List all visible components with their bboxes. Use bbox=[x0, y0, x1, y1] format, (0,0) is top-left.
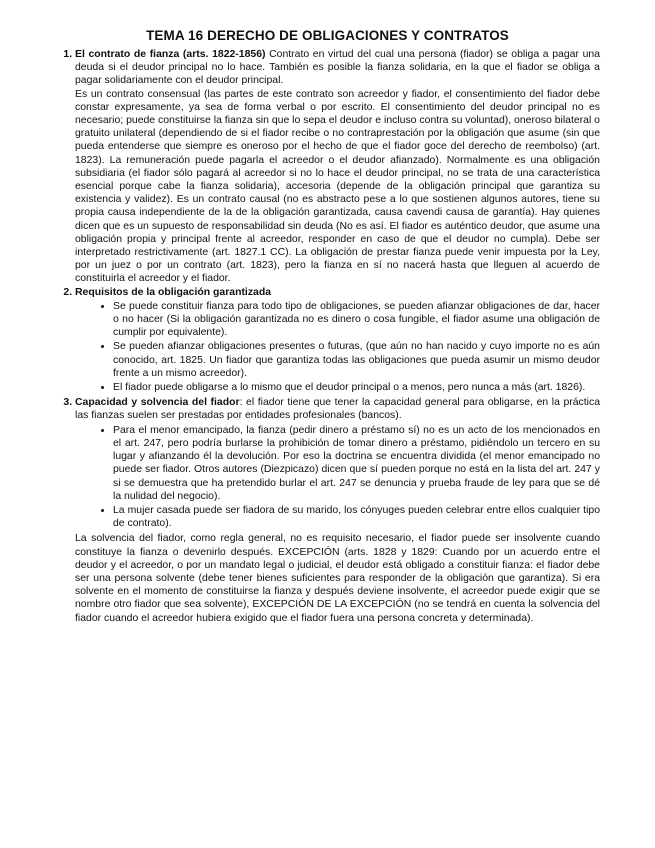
bullet-item: • Para el menor emancipado, la fianza (pedir dinero a préstamo sí) no es un acto de los mencionados en el art. 247, pero podría burlarse la prohibición de tomar dinero a préstamo, pidiéndolo un tercero en su lugar y afianzando él la devolución. Por eso la doctrina se encuentra dividida (el menor emancipado no puede ser fiador. Otros autores (Diezpicazo) dicen que sí pueden porque no está en la lista del art. 247 y si se demuestra que ha pretendido burlar el art. 247 se denuncia y prueba fraude de ley para que se dé la nulidad del negocio). bbox=[113, 424, 600, 503]
bullet-item: • Se puede constituir fianza para todo tipo de obligaciones, se pueden afianzar obligaciones de dar, hacer o no hacer (Si la obligación garantizada no es dinero o cosa fungible, el fiador asume una obligación de cumplir por equivalente). bbox=[113, 300, 600, 340]
section-heading: Capacidad y solvencia del fiador bbox=[75, 397, 240, 409]
section-requisitos bbox=[75, 286, 600, 395]
page-title: TEMA 16 DERECHO DE OBLIGACIONES Y CONTRATOS bbox=[146, 28, 509, 43]
bullet-list bbox=[75, 300, 600, 394]
section-heading: Requisitos de la obligación garantizada bbox=[75, 286, 272, 298]
bullet-item: • El fiador puede obligarse a lo mismo que el deudor principal o a menos, pero nunca a más (art. 1826). bbox=[113, 381, 600, 394]
section-paragraph: La solvencia del fiador, como regla general, no es requisito necesario, el fiador puede ser insolvente cuando constituye la fianza o devenirlo después. EXCEPCIÓN (arts. 1828 y 1829: Cuando por un acuerdo entre el deudor y el acreedor, o por un mandato legal o judicial, el deudor está obligado a constituir fianza: el fiador debe ser una persona solvente (debe tener bienes suficientes para responder de la obligación que garantiza). Si era solvente en el momento de constituirse la fianza y después deviene insolvente, el acreedor puede exigir que se nombre otro fiador que sea solvente), EXCEPCIÓN DE LA EXCEPCIÓN (no se tendrá en cuenta la solvencia del fiador cuando el acreedor hubiera exigido que el fiador fuera una persona concreta y determinada). bbox=[75, 533, 600, 624]
bullet-item: • La mujer casada puede ser fiadora de su marido, los cónyuges pueden celebrar entre ellos cualquier tipo de contrato). bbox=[113, 504, 600, 530]
section-heading: El contrato de fianza (arts. 1822-1856) bbox=[75, 49, 266, 60]
section-capacidad-solvencia bbox=[75, 396, 600, 624]
section-contrato-fianza bbox=[75, 48, 600, 286]
sections-list bbox=[55, 48, 600, 625]
section-paragraph: Es un contrato consensual (las partes de este contrato son acreedor y fiador, el consentimiento del fiador debe constar expresamente, ya sea de forma verbal o por escrito. El consentimiento del deudor principal no es necesario; puede constituirse la fianza sin que lo sepa el deudor e incluso contra su voluntad), oneroso bilateral o gratuito unilateral (dependiendo de si el fiador recibe o no contraprestación por la obligación que asume (sin que pueda entenderse que siempre es oneroso por el hecho de que el fiador goce del derecho de reembolso) (art. 1823). La remuneración puede pagarla el acreedor o el deudor afianzado). Normalmente es una obligación subsidiaria (el fiador sólo pagará al acreedor si no lo hace el deudor principal, no se trata de una característica esencial porque cabe la fianza solidaria), accesoria (depende de la obligación principal que garantiza su existencia y validez). Es un contrato causal (no es abstracto pese a lo que sostienen algunos autores, tiene su propia causa independiente de la de la obligación garantizada, causa cavendi causa de garantía). Hay quienes dicen que es un supuesto de responsabilidad sin deuda (No es así. El fiador es auténtico deudor, que asume una obligación propia y principal frente al acreedor, responder en caso de que el deudor no cumpla). Debe ser interpretado restrictivamente (art. 1827.1 CC). La obligación de prestar fianza puede venir impuesta por la Ley, por un juez o por un contrato (art. 1823), pero la fianza en sí no nacerá hasta que lleguen al acuerdo de constituirla el acreedor y el fiador. bbox=[75, 88, 600, 285]
section-intro: Contrato en virtud del cual una persona (fiador) se obliga a pagar una deuda si el deudor principal no lo hace. También es posible la fianza solidaria, en la que el fiador se obliga a pagar solidariamente con el deudor principal. bbox=[75, 49, 600, 87]
section-intro: : el fiador tiene que tener la capacidad general para obligarse, en la práctica las fianzas suelen ser prestadas por entidades profesionales (bancos). bbox=[75, 397, 601, 422]
bullet-list bbox=[75, 424, 600, 531]
bullet-item: • Se pueden afianzar obligaciones presentes o futuras, (que aún no han nacido y cuyo importe no es aún conocido, art. 1825. Un fiador que garantiza todas las obligaciones que pueda asumir un mismo deudor frente a un mismo acreedor). bbox=[113, 340, 600, 380]
